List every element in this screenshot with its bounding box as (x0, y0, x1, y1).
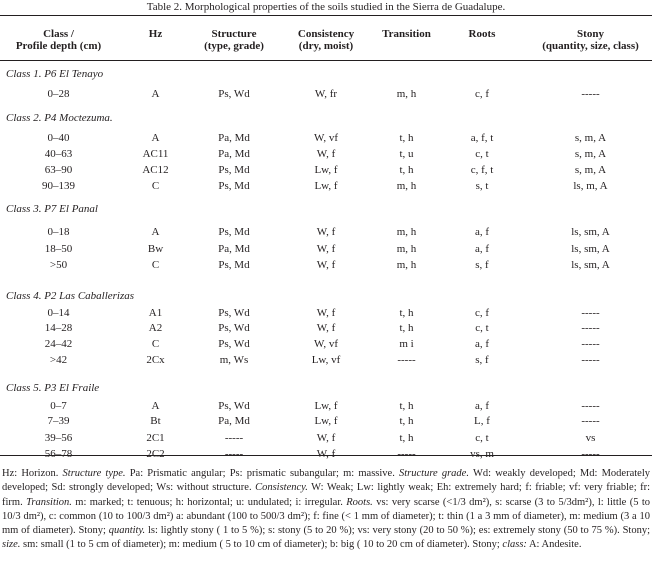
header-stony (529, 28, 652, 52)
cell-stony: vs (585, 432, 596, 444)
cell-consistency: W, vf (313, 338, 339, 350)
cell-depth: 0–18 (47, 226, 70, 238)
cell-stony: s, m, A (574, 164, 607, 176)
header-hz (117, 28, 194, 40)
cell-structure: Ps, Wd (218, 322, 250, 334)
cell-depth: 0–14 (47, 307, 70, 319)
top-rule (0, 15, 652, 16)
cell-transition: m, h (396, 180, 417, 192)
cell-roots: s, t (475, 180, 489, 192)
cell-consistency: Lw, f (314, 180, 338, 192)
cell-consistency: W, f (316, 226, 336, 238)
header-consistency-line1: Consistency (297, 28, 355, 40)
group-title: Class 3. P7 El Panal (6, 203, 98, 215)
cell-structure: m, Ws (219, 354, 249, 366)
cell-consistency: W, fr (314, 88, 338, 100)
footnote-text: A: Andesite. (526, 539, 582, 551)
cell-transition: t, h (399, 132, 414, 144)
cell-stony: ls, sm, A (571, 243, 610, 255)
cell-structure: Ps, Wd (218, 88, 250, 100)
cell-roots: c, t (475, 322, 489, 334)
cell-transition: m i (399, 338, 414, 350)
cell-transition: t, u (399, 148, 414, 160)
cell-structure: Ps, Wd (218, 307, 250, 319)
cell-consistency: Lw, f (314, 164, 338, 176)
table-row (0, 226, 652, 240)
header-transition-label: Transition (382, 28, 431, 40)
cell-stony: s, m, A (574, 132, 607, 144)
table-row (0, 400, 652, 414)
header-stony-line2: (quantity, size, class) (542, 40, 639, 52)
footnote-text: ls: lightly stony ( 1 to 5 %); s: stony (5 to 20 %); vs: very stony (20 to 50 %); es: extremely stony (50 to 75 %). Stony; (145, 525, 650, 537)
cell-depth: 63–90 (44, 164, 73, 176)
cell-stony: ----- (581, 322, 600, 334)
cell-horizon: A (151, 226, 160, 238)
header-class-line1: Class / (43, 28, 74, 40)
cell-roots: s, f (475, 354, 489, 366)
cell-horizon: 2C2 (146, 448, 165, 460)
footnote-text: W: Weak; Lw: lightly weak; Eh: extremely hard; f: friable; vf: very friable; fr: firm. (2, 482, 650, 508)
cell-structure: Pa, Md (218, 132, 250, 144)
table-caption: Table 2. Morphological properties of the soils studied in the Sierra de Guadalupe. (146, 1, 506, 13)
cell-horizon: C (151, 338, 160, 350)
cell-horizon: AC12 (142, 164, 169, 176)
footnote-text: m: marked; t: tenuous; h: horizontal; u: undulated; i: irregular. (71, 496, 347, 508)
cell-consistency: W, f (316, 448, 336, 460)
cell-transition: t, h (399, 322, 414, 334)
table-footnotes (2, 467, 650, 553)
cell-stony: ls, m, A (573, 180, 608, 192)
cell-structure: Pa, Md (218, 148, 250, 160)
cell-transition: t, h (399, 415, 414, 427)
header-class (0, 28, 117, 52)
footnote-term: Consistency. (255, 482, 308, 494)
bottom-rule (0, 455, 652, 456)
table-row (0, 243, 652, 257)
cell-horizon: AC11 (142, 148, 169, 160)
cell-consistency: W, f (316, 148, 336, 160)
footnote-term: Transition. (26, 496, 72, 508)
cell-horizon: Bw (147, 243, 164, 255)
cell-roots: c, t (475, 432, 489, 444)
table-row (0, 322, 652, 336)
group-title: Class 2. P4 Moctezuma. (6, 112, 113, 124)
group-title: Class 5. P3 El Fraile (6, 382, 100, 394)
cell-transition: m, h (396, 243, 417, 255)
cell-structure: ----- (224, 432, 244, 444)
cell-depth: 90–139 (42, 180, 75, 192)
header-consistency-line2: (dry, moist) (298, 40, 354, 52)
cell-depth: 0–7 (50, 400, 67, 412)
footnote-term: Structure grade. (398, 468, 469, 479)
cell-roots: c, f, t (470, 164, 494, 176)
header-consistency (274, 28, 378, 52)
cell-depth: >42 (49, 354, 68, 366)
cell-horizon: A (151, 400, 160, 412)
cell-depth: 0–28 (47, 88, 70, 100)
cell-roots: s, f (475, 259, 489, 271)
cell-depth: 18–50 (44, 243, 73, 255)
cell-roots: a, f (474, 338, 490, 350)
cell-roots: L, f (474, 415, 490, 427)
cell-horizon: A2 (148, 322, 163, 334)
cell-roots: c, f (474, 88, 490, 100)
table-row (0, 180, 652, 194)
cell-consistency: W, f (316, 307, 336, 319)
cell-roots: a, f (474, 400, 490, 412)
footnote-term: Structure type. (62, 468, 126, 479)
cell-depth: 24–42 (44, 338, 73, 350)
cell-transition: m, h (396, 259, 417, 271)
footnote-term: Roots. (346, 496, 373, 508)
header-transition (378, 28, 435, 40)
cell-stony: ----- (581, 400, 600, 412)
footnote-term: quantity. (108, 525, 146, 537)
cell-transition: t, h (399, 307, 414, 319)
footnote-text: sm: small (1 to 5 cm of diameter); m: medium ( 5 to 10 cm of diameter); b: big ( 10 to 20 cm of diameter). Stony; (20, 539, 503, 551)
cell-consistency: W, f (316, 432, 336, 444)
header-structure (194, 28, 274, 52)
cell-stony: ls, sm, A (571, 226, 610, 238)
cell-roots: a, f, t (470, 132, 494, 144)
cell-depth: >50 (49, 259, 68, 271)
cell-transition: t, h (399, 400, 414, 412)
table-row (0, 164, 652, 178)
cell-horizon: A (151, 132, 160, 144)
header-hz-label: Hz (148, 28, 163, 40)
cell-structure: Ps, Md (218, 259, 250, 271)
footnote-term: size. (2, 539, 21, 551)
table-row (0, 259, 652, 273)
table-row (0, 354, 652, 368)
cell-transition: ----- (397, 354, 416, 366)
cell-roots: a, f (474, 243, 490, 255)
cell-stony: ----- (581, 307, 600, 319)
cell-depth: 39–56 (44, 432, 73, 444)
table-row (0, 415, 652, 429)
cell-horizon: 2C1 (146, 432, 165, 444)
cell-transition: m, h (396, 88, 417, 100)
cell-stony: ----- (581, 415, 600, 427)
header-stony-line1: Stony (577, 28, 604, 40)
cell-depth: 14–28 (44, 322, 73, 334)
cell-stony: ls, sm, A (571, 259, 610, 271)
cell-transition: ----- (397, 448, 416, 460)
cell-horizon: C (151, 259, 160, 271)
header-rule (0, 60, 652, 61)
cell-horizon: 2Cx (146, 354, 165, 366)
footnote-text: Wd: weakly developed; Md: Moderately developed; Sd: strongly developed; Ws: without structure. (2, 468, 650, 494)
cell-stony: ----- (581, 354, 600, 366)
cell-structure: Ps, Wd (218, 400, 250, 412)
cell-consistency: W, f (316, 243, 336, 255)
cell-roots: vs, m (470, 448, 494, 460)
cell-structure: Ps, Wd (218, 338, 250, 350)
cell-transition: m, h (396, 226, 417, 238)
cell-stony: s, m, A (574, 148, 607, 160)
table-row (0, 338, 652, 352)
footnote-text: Pa: Prismatic angular; Ps: prismatic subangular; m: massive. (125, 468, 399, 479)
cell-consistency: Lw, f (314, 400, 338, 412)
table-row (0, 148, 652, 162)
cell-depth: 40–63 (44, 148, 73, 160)
group-title: Class 4. P2 Las Caballerizas (6, 290, 135, 302)
table-row (0, 132, 652, 146)
cell-horizon: C (151, 180, 160, 192)
cell-structure: Ps, Md (218, 180, 250, 192)
cell-consistency: Lw, f (314, 415, 338, 427)
cell-stony: ----- (581, 448, 600, 460)
header-structure-line1: Structure (211, 28, 257, 40)
cell-consistency: Lw, vf (311, 354, 341, 366)
cell-stony: ----- (581, 88, 600, 100)
group-title: Class 1. P6 El Tenayo (6, 68, 104, 80)
cell-structure: Pa, Md (218, 243, 250, 255)
cell-horizon: A1 (148, 307, 163, 319)
cell-structure: Pa, Md (218, 415, 250, 427)
header-class-line2: Profile depth (cm) (15, 40, 102, 52)
footnote-text: vs: very scarse (<1/3 dm²), s: scarse (3 to 5/3dm²), l: little (5 to 10/3 dm²), c: common (10 to 100/3 dm²) a: abundant (100 to 500/3 dm²); f: fine (< 1 mm of diameter); t: thin (1 a 3 mm of diameter), m: medium (3 a 10 mm of diameter). Stony; (2, 496, 651, 537)
cell-structure: Ps, Md (218, 164, 250, 176)
cell-transition: t, h (399, 432, 414, 444)
header-roots (435, 28, 529, 40)
cell-roots: c, f (474, 307, 490, 319)
cell-depth: 7–39 (47, 415, 70, 427)
header-structure-line2: (type, grade) (204, 40, 264, 52)
cell-roots: a, f (474, 226, 490, 238)
cell-transition: t, h (399, 164, 414, 176)
cell-structure: Ps, Md (218, 226, 250, 238)
cell-depth: 56–78 (44, 448, 73, 460)
cell-roots: c, t (475, 148, 489, 160)
cell-consistency: W, f (316, 322, 336, 334)
header-roots-label: Roots (468, 28, 496, 40)
cell-consistency: W, f (316, 259, 336, 271)
cell-stony: ----- (581, 338, 600, 350)
footnote-term: class: (502, 539, 527, 551)
cell-consistency: W, vf (313, 132, 339, 144)
cell-horizon: A (151, 88, 160, 100)
table-row (0, 307, 652, 321)
cell-depth: 0–40 (47, 132, 70, 144)
cell-structure: ----- (224, 448, 244, 460)
table-row (0, 88, 652, 102)
footnote-text: Hz: Horizon. (2, 468, 63, 479)
table-row (0, 432, 652, 446)
cell-horizon: Bt (150, 415, 161, 427)
